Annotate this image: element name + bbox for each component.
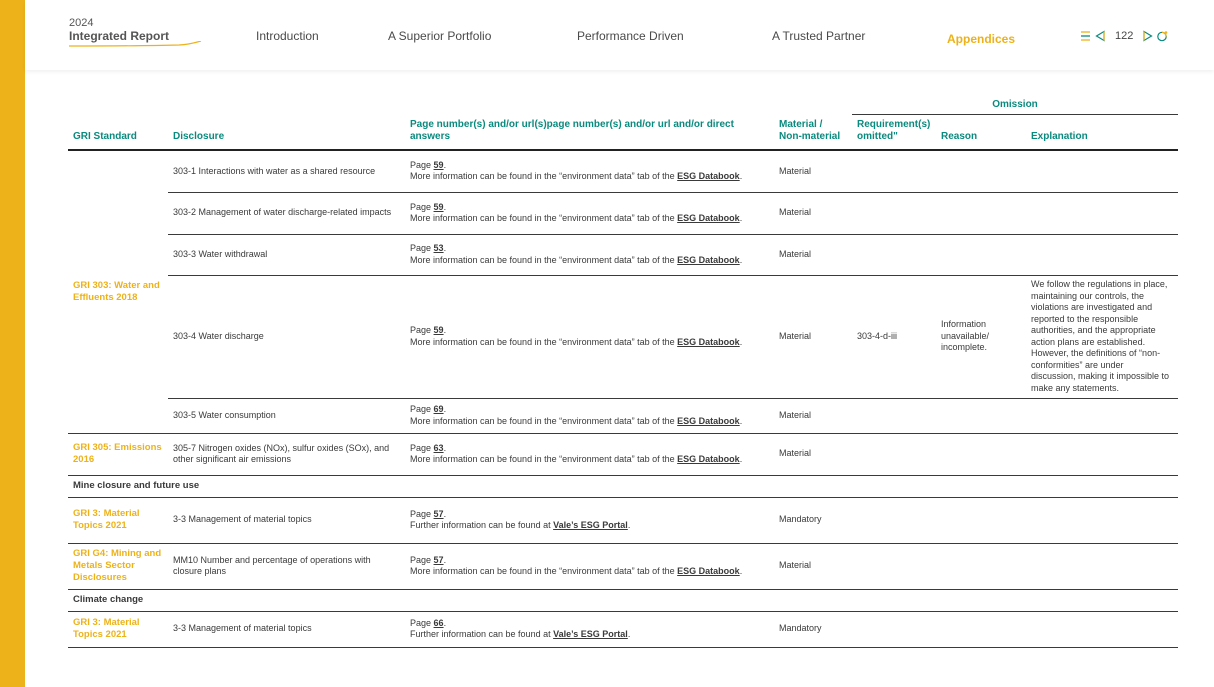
- page-cell: Page 66. Further information can be found at Vale’s ESG Portal.: [405, 611, 774, 647]
- material-cell: Material: [774, 192, 852, 234]
- next-page-icon[interactable]: [1141, 29, 1155, 43]
- esg-portal-link[interactable]: Vale’s ESG Portal: [553, 629, 628, 639]
- page-cell: Page 57. More information can be found in the “environment data” tab of the ESG Databook.: [405, 543, 774, 589]
- page-link[interactable]: 59: [433, 159, 444, 170]
- disclosure-cell: 303-4 Water discharge: [168, 275, 405, 398]
- page-cell: Page 59. More information can be found in the “environment data” tab of the ESG Databook.: [405, 275, 774, 398]
- disclosure-cell: 305-7 Nitrogen oxides (NOx), sulfur oxides (SOx), and other significant air emissions: [168, 433, 405, 475]
- requirement-cell: 303-4-d-iii: [852, 275, 936, 398]
- esg-databook-link[interactable]: ESG Databook: [677, 454, 740, 464]
- gri-content-table: [68, 95, 1178, 648]
- page-link[interactable]: 63: [433, 442, 444, 453]
- nav-trusted-partner[interactable]: A Trusted Partner: [772, 29, 866, 43]
- disclosure-cell: MM10 Number and percentage of operations with closure plans: [168, 543, 405, 589]
- page-link[interactable]: 59: [433, 201, 444, 212]
- gri-standard-cell: GRI 303: Water and Effluents 2018: [68, 150, 168, 433]
- page-cell: Page 63. More information can be found in the “environment data” tab of the ESG Databook.: [405, 433, 774, 475]
- section-title: Climate change: [68, 589, 1178, 611]
- page-cell: Page 59. More information can be found in the “environment data” tab of the ESG Databook.: [405, 150, 774, 192]
- material-cell: Material: [774, 275, 852, 398]
- material-cell: Material: [774, 234, 852, 275]
- disclosure-cell: 3-3 Management of material topics: [168, 497, 405, 543]
- esg-databook-link[interactable]: ESG Databook: [677, 254, 740, 265]
- esg-databook-link[interactable]: ESG Databook: [677, 336, 740, 347]
- material-cell: Mandatory: [774, 497, 852, 543]
- report-title: Integrated Report: [69, 29, 170, 43]
- page-link[interactable]: 59: [433, 325, 444, 335]
- disclosure-cell: 303-5 Water consumption: [168, 398, 405, 433]
- section-row: [68, 475, 1178, 497]
- header-explanation: Explanation: [1026, 114, 1178, 150]
- material-cell: Material: [774, 398, 852, 433]
- page-link[interactable]: 57: [433, 508, 444, 519]
- section-row: [68, 589, 1178, 611]
- page-cell: Page 59. More information can be found in the “environment data” tab of the ESG Databook.: [405, 192, 774, 234]
- header-gri-standard: GRI Standard: [68, 114, 168, 150]
- header-page-numbers: Page number(s) and/or url(s)page number(s) and/or url and/or direct answers: [405, 114, 774, 150]
- material-cell: Material: [774, 150, 852, 192]
- header-disclosure: Disclosure: [168, 114, 405, 150]
- omission-header: Omission: [852, 95, 1178, 114]
- disclosure-cell: 3-3 Management of material topics: [168, 611, 405, 647]
- table-row: [68, 611, 1178, 647]
- page-navigator: [1079, 28, 1169, 44]
- page-link[interactable]: 57: [433, 554, 444, 565]
- table-row: [68, 543, 1178, 589]
- esg-databook-link[interactable]: ESG Databook: [677, 213, 740, 223]
- page-link[interactable]: 69: [433, 404, 444, 414]
- page-cell: Page 53. More information can be found in the “environment data” tab of the ESG Databook.: [405, 234, 774, 275]
- header-reason: Reason: [936, 114, 1026, 150]
- material-cell: Material: [774, 543, 852, 589]
- table-row: [68, 497, 1178, 543]
- esg-portal-link[interactable]: Vale’s ESG Portal: [553, 520, 628, 530]
- table-row: [68, 150, 1178, 192]
- esg-databook-link[interactable]: ESG Databook: [677, 415, 740, 426]
- explanation-cell: We follow the regulations in place, maintaining our controls, the violations are investigated and reported to the responsible authorities, and the appropriate action plans are established. However, the definitions of “non-conformities” are under discussion, making it impossible to make any statements.: [1026, 275, 1178, 398]
- home-icon[interactable]: [1155, 29, 1169, 43]
- gri-standard-cell: GRI 3: Material Topics 2021: [68, 611, 168, 647]
- table-row: [68, 433, 1178, 475]
- section-title: Mine closure and future use: [68, 475, 1178, 497]
- report-brand[interactable]: [69, 17, 209, 43]
- page-link[interactable]: 53: [433, 243, 444, 253]
- report-year: 2024: [69, 17, 94, 29]
- table-row: [68, 192, 1178, 234]
- header-material: Material / Non-material: [774, 114, 852, 150]
- table-row: [68, 234, 1178, 275]
- gri-standard-cell: GRI G4: Mining and Metals Sector Disclosures: [68, 543, 168, 589]
- nav-introduction[interactable]: Introduction: [256, 29, 319, 43]
- top-navigation-bar: [25, 0, 1214, 70]
- table-row: [68, 398, 1178, 433]
- esg-databook-link[interactable]: ESG Databook: [677, 171, 740, 182]
- reason-cell: Information unavailable/ incomplete.: [936, 275, 1026, 398]
- brand-swoosh-icon: [69, 41, 205, 49]
- esg-databook-link[interactable]: ESG Databook: [677, 566, 740, 576]
- page-cell: Page 57. Further information can be found at Vale’s ESG Portal.: [405, 497, 774, 543]
- left-accent-bar: [0, 0, 25, 687]
- nav-appendices[interactable]: Appendices: [947, 32, 1016, 46]
- disclosure-cell: 303-2 Management of water discharge-related impacts: [168, 192, 405, 234]
- prev-page-icon[interactable]: [1093, 29, 1107, 43]
- disclosure-cell: 303-3 Water withdrawal: [168, 234, 405, 275]
- material-cell: Material: [774, 433, 852, 475]
- disclosure-cell: 303-1 Interactions with water as a shared resource: [168, 150, 405, 192]
- gri-standard-cell: GRI 305: Emissions 2016: [68, 433, 168, 475]
- material-cell: Mandatory: [774, 611, 852, 647]
- menu-icon[interactable]: [1079, 29, 1093, 43]
- nav-performance-driven[interactable]: Performance Driven: [577, 29, 684, 43]
- table-row: [68, 275, 1178, 398]
- header-requirement-omitted: Requirement(s) omitted": [852, 114, 936, 150]
- page-cell: Page 69. More information can be found in the “environment data” tab of the ESG Databook.: [405, 398, 774, 433]
- gri-standard-cell: GRI 3: Material Topics 2021: [68, 497, 168, 543]
- page-number: 122: [1115, 30, 1134, 42]
- nav-superior-portfolio[interactable]: A Superior Portfolio: [388, 29, 492, 43]
- page-link[interactable]: 66: [433, 617, 444, 628]
